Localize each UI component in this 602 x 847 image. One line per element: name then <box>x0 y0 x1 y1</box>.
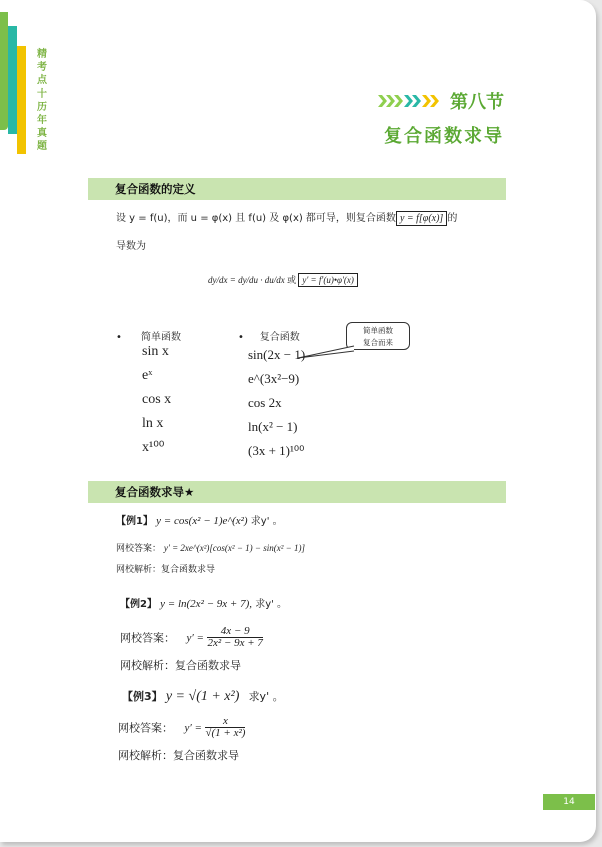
chain-rule-fraction: dy/dx = dy/du · du/dx <box>208 275 285 285</box>
chevron-arrows-icon <box>378 93 444 109</box>
definition-line <box>116 209 457 224</box>
sidebar-label: 精考点十历年真题 <box>37 49 47 153</box>
example-2-analysis: 网校解析：复合函数求导 <box>120 659 241 672</box>
example-3-question: 求y' 。 <box>248 690 284 703</box>
list-item: sin x <box>142 344 169 359</box>
chapter-header <box>378 88 504 148</box>
example-3 <box>122 688 284 705</box>
section-heading-derivation: 复合函数求导★ <box>88 481 506 503</box>
list-item: sin(2x − 1) <box>248 347 306 362</box>
formula-or: 或 <box>287 275 297 285</box>
example-1-question: 求y' 。 <box>250 516 283 527</box>
example-3-answer-label: 网校答案： <box>118 721 173 735</box>
chain-rule-formula <box>208 273 358 286</box>
example-1-answer <box>116 541 305 554</box>
list-item: ln x <box>142 416 164 431</box>
example-3-denominator: √(1 + x²) <box>205 727 246 739</box>
example-1-answer-formula: y′ = 2xe^(x²)[cos(x² − 1) − sin(x² − 1)] <box>163 543 305 553</box>
simple-functions-heading: • 简单函数 <box>116 332 181 343</box>
example-2-answer-lhs: y′ = <box>186 631 204 644</box>
list-item: x¹⁰⁰ <box>142 440 165 455</box>
list-item: cos x <box>142 392 172 407</box>
example-3-analysis: 网校解析：复合函数求导 <box>118 749 239 762</box>
list-item: (3x + 1)¹⁰⁰ <box>248 443 305 458</box>
section-number: 第八节 <box>450 92 504 113</box>
composite-functions-title: 复合函数 <box>259 332 300 343</box>
list-item: eˣ <box>142 368 153 383</box>
definition-tail: 的 <box>447 213 458 224</box>
simple-functions-list <box>142 340 171 460</box>
example-2 <box>120 595 287 610</box>
example-2-answer-fraction <box>207 626 262 649</box>
example-3-answer-lhs: y′ = <box>184 721 202 734</box>
example-3-label: 【例3】 <box>122 690 163 703</box>
side-bar-teal <box>8 26 17 134</box>
composite-function-box: y = f[φ(x)] <box>396 211 447 226</box>
example-2-answer <box>120 626 263 649</box>
simple-functions-title: 简单函数 <box>140 332 181 343</box>
section-heading-definition: 复合函数的定义 <box>88 178 506 200</box>
example-1-analysis: 网校解析：复合函数求导 <box>116 565 216 575</box>
example-3-answer-fraction <box>205 716 245 739</box>
definition-text: 设 y = f(u)，而 u = φ(x) 且 f(u) 及 φ(x) 都可导，则复合函数 <box>116 213 396 224</box>
example-3-expression: y = √(1 + x²) <box>165 689 240 704</box>
example-2-expression: y = ln(2x² − 9x + 7), <box>160 598 253 610</box>
example-1-answer-label: 网校答案： <box>116 544 162 554</box>
example-2-denominator: 2x² − 9x + 7 <box>207 637 263 649</box>
list-item: cos 2x <box>248 395 282 410</box>
list-item: e^(3x²−9) <box>248 371 300 386</box>
derivative-label: 导数为 <box>116 241 146 252</box>
section-title: 复合函数求导 <box>384 126 504 147</box>
composite-functions-heading: • 复合函数 <box>238 332 300 343</box>
example-3-answer <box>118 716 245 739</box>
example-1-label: 【例1】 <box>116 516 153 527</box>
section-number-row <box>378 88 504 114</box>
composite-functions-list <box>248 343 305 463</box>
side-bar-lime <box>0 12 8 130</box>
list-item: ln(x² − 1) <box>248 419 298 434</box>
example-1 <box>116 512 283 527</box>
chain-rule-box: y′ = f′(u)•φ′(x) <box>298 273 358 287</box>
example-2-question: 求y' 。 <box>255 599 288 610</box>
example-2-answer-label: 网校答案： <box>120 631 175 645</box>
page-number: 14 <box>543 794 595 810</box>
callout-line-1: 简单函数 <box>363 326 393 335</box>
example-3-numerator: x <box>205 716 245 728</box>
callout-line-2: 复合而来 <box>363 338 393 347</box>
example-2-numerator: 4x − 9 <box>207 626 262 638</box>
side-bar-yellow <box>17 46 26 154</box>
example-2-label: 【例2】 <box>120 599 157 610</box>
example-1-expression: y = cos(x² − 1)e^(x²) <box>156 515 248 527</box>
